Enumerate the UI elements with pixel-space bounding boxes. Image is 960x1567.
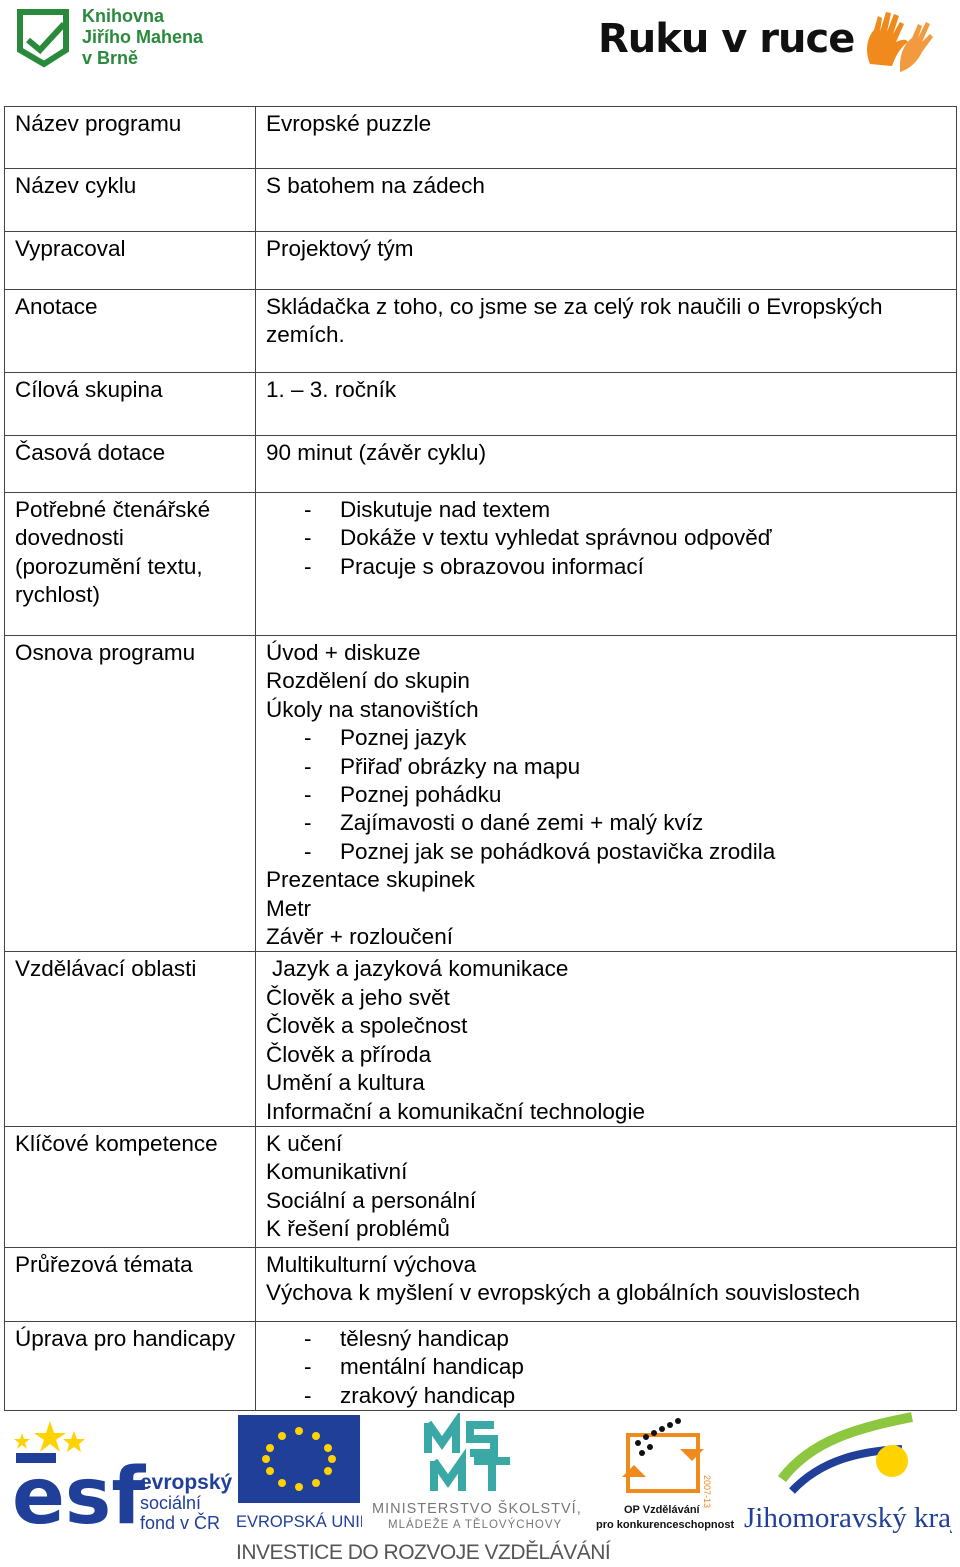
svg-text:esf: esf (12, 1452, 146, 1533)
eu-flag-icon (236, 1413, 362, 1533)
outline-line: Prezentace skupinek (266, 867, 475, 893)
ruku-v-ruce-logo-text: Ruku v ruce (598, 16, 855, 62)
eu-text: EVROPSKÁ UNIE (236, 1513, 362, 1531)
library-logo-line: v Brně (82, 48, 139, 68)
competence-line: K učení (266, 1130, 343, 1156)
library-logo-line: Knihovna (82, 6, 165, 26)
library-logo-icon (14, 6, 74, 68)
hands-icon (860, 6, 934, 76)
row-label: Časová dotace (5, 436, 256, 493)
program-table (4, 106, 957, 1411)
opvk-text-line: OP Vzdělávání (624, 1504, 700, 1516)
footer-logos (0, 1405, 960, 1567)
jmk-logo (742, 1409, 952, 1533)
competences-cell (256, 1126, 957, 1247)
esf-logo-icon (12, 1413, 232, 1533)
row-label: Název programu (5, 107, 256, 169)
competence-line: Sociální a personální (266, 1187, 477, 1213)
list-item: - Přiřaď obrázky na mapu (266, 753, 946, 781)
reading-skills-list (266, 496, 946, 581)
msmt-text-line: MLÁDEŽE A TĚLOVÝCHOVY (388, 1519, 563, 1531)
outline-task-list (266, 724, 946, 866)
cross-topic-line: Výchova k myšlení v evropských a globálních souvislostech (266, 1280, 861, 1306)
table-row (5, 952, 957, 1126)
edu-area-line: Jazyk a jazyková komunikace (272, 956, 569, 982)
list-item: - mentální handicap (266, 1353, 946, 1381)
opvk-logo-icon (594, 1413, 738, 1533)
table-row (5, 169, 957, 232)
edu-area-line: Člověk a jeho svět (266, 984, 450, 1010)
row-label: Potřebné čtenářské dovednosti (porozumění textu, rychlost) (5, 493, 256, 636)
list-item: - Poznej pohádku (266, 781, 946, 809)
library-logo-text (82, 6, 203, 69)
msmt-logo (370, 1413, 590, 1533)
table-row (5, 1321, 957, 1410)
annotation-value: Skládačka z toho, co jsme se za celý rok naučili o Evropských zemích. (256, 290, 957, 373)
opvk-logo (594, 1413, 738, 1533)
esf-text-line: sociální (140, 1493, 202, 1513)
edu-area-line: Umění a kultura (266, 1070, 425, 1096)
handicap-cell (256, 1321, 957, 1410)
reading-skills-cell (256, 493, 957, 636)
table-row (5, 636, 957, 952)
row-label: Průřezová témata (5, 1247, 256, 1321)
row-label: Klíčové kompetence (5, 1126, 256, 1247)
row-label: Úprava pro handicapy (5, 1321, 256, 1410)
row-label: Cílová skupina (5, 373, 256, 436)
competence-line: Komunikativní (266, 1159, 408, 1185)
program-name-value: Evropské puzzle (256, 107, 957, 169)
cross-topics-cell (256, 1247, 957, 1321)
outline-line: Úvod + diskuze (266, 640, 421, 665)
table-row (5, 493, 957, 636)
edu-areas-cell (256, 952, 957, 1126)
author-value: Projektový tým (256, 232, 957, 290)
table-row (5, 232, 957, 290)
handicap-list (266, 1325, 946, 1410)
table-row (5, 290, 957, 373)
table-row (5, 436, 957, 493)
outline-cell (256, 636, 957, 952)
list-item: - Poznej jak se pohádková postavička zrodila (266, 838, 946, 866)
msmt-text-line: MINISTERSTVO ŠKOLSTVÍ, (372, 1501, 582, 1517)
edu-area-line: Člověk a příroda (266, 1041, 432, 1067)
msmt-logo-icon (370, 1413, 590, 1533)
target-group-value: 1. – 3. ročník (256, 373, 957, 436)
cycle-name-value: S batohem na zádech (256, 169, 957, 232)
list-item: - Pracuje s obrazovou informací (266, 553, 946, 581)
outline-line: Úkoly na stanovištích (266, 696, 479, 722)
row-label: Vzdělávací oblasti (5, 952, 256, 1126)
edu-area-line: Informační a komunikační technologie (266, 1098, 645, 1124)
list-item: - Poznej jazyk (266, 724, 946, 752)
row-label: Název cyklu (5, 169, 256, 232)
outline-line: Rozdělení do skupin (266, 668, 470, 694)
jmk-text: Jihomoravský kraj (744, 1502, 952, 1533)
time-value: 90 minut (závěr cyklu) (256, 436, 957, 493)
esf-text-line: fond v ČR (140, 1513, 221, 1533)
outline-line: Metr (266, 895, 311, 921)
library-logo (14, 6, 214, 72)
opvk-text-line: pro konkurenceschopnost (596, 1519, 735, 1531)
edu-area-line: Člověk a společnost (266, 1013, 468, 1039)
list-item: - Diskutuje nad textem (266, 496, 946, 524)
row-label: Anotace (5, 290, 256, 373)
jmk-logo-icon (742, 1409, 952, 1533)
competence-line: K řešení problémů (266, 1216, 450, 1242)
row-label: Vypracoval (5, 232, 256, 290)
opvk-years: 2007-13 (702, 1475, 712, 1509)
list-item: - Zajímavosti o dané zemi + malý kvíz (266, 809, 946, 837)
list-item: - zrakový handicap (266, 1382, 946, 1410)
ruku-v-ruce-logo (598, 6, 938, 76)
table-row (5, 1247, 957, 1321)
table-row (5, 373, 957, 436)
eu-flag-logo (236, 1413, 362, 1533)
cross-topic-line: Multikulturní výchova (266, 1251, 477, 1277)
list-item: - tělesný handicap (266, 1325, 946, 1353)
investment-slogan: INVESTICE DO ROZVOJE VZDĚLÁVÁNÍ (236, 1541, 611, 1564)
esf-logo (12, 1413, 232, 1533)
table-row (5, 1126, 957, 1247)
row-label: Osnova programu (5, 636, 256, 952)
library-logo-line: Jiřího Mahena (82, 27, 204, 47)
table-row (5, 107, 957, 169)
esf-text-line: evropský (140, 1471, 232, 1494)
list-item: - Dokáže v textu vyhledat správnou odpověď (266, 524, 946, 552)
outline-line: Závěr + rozloučení (266, 924, 453, 950)
